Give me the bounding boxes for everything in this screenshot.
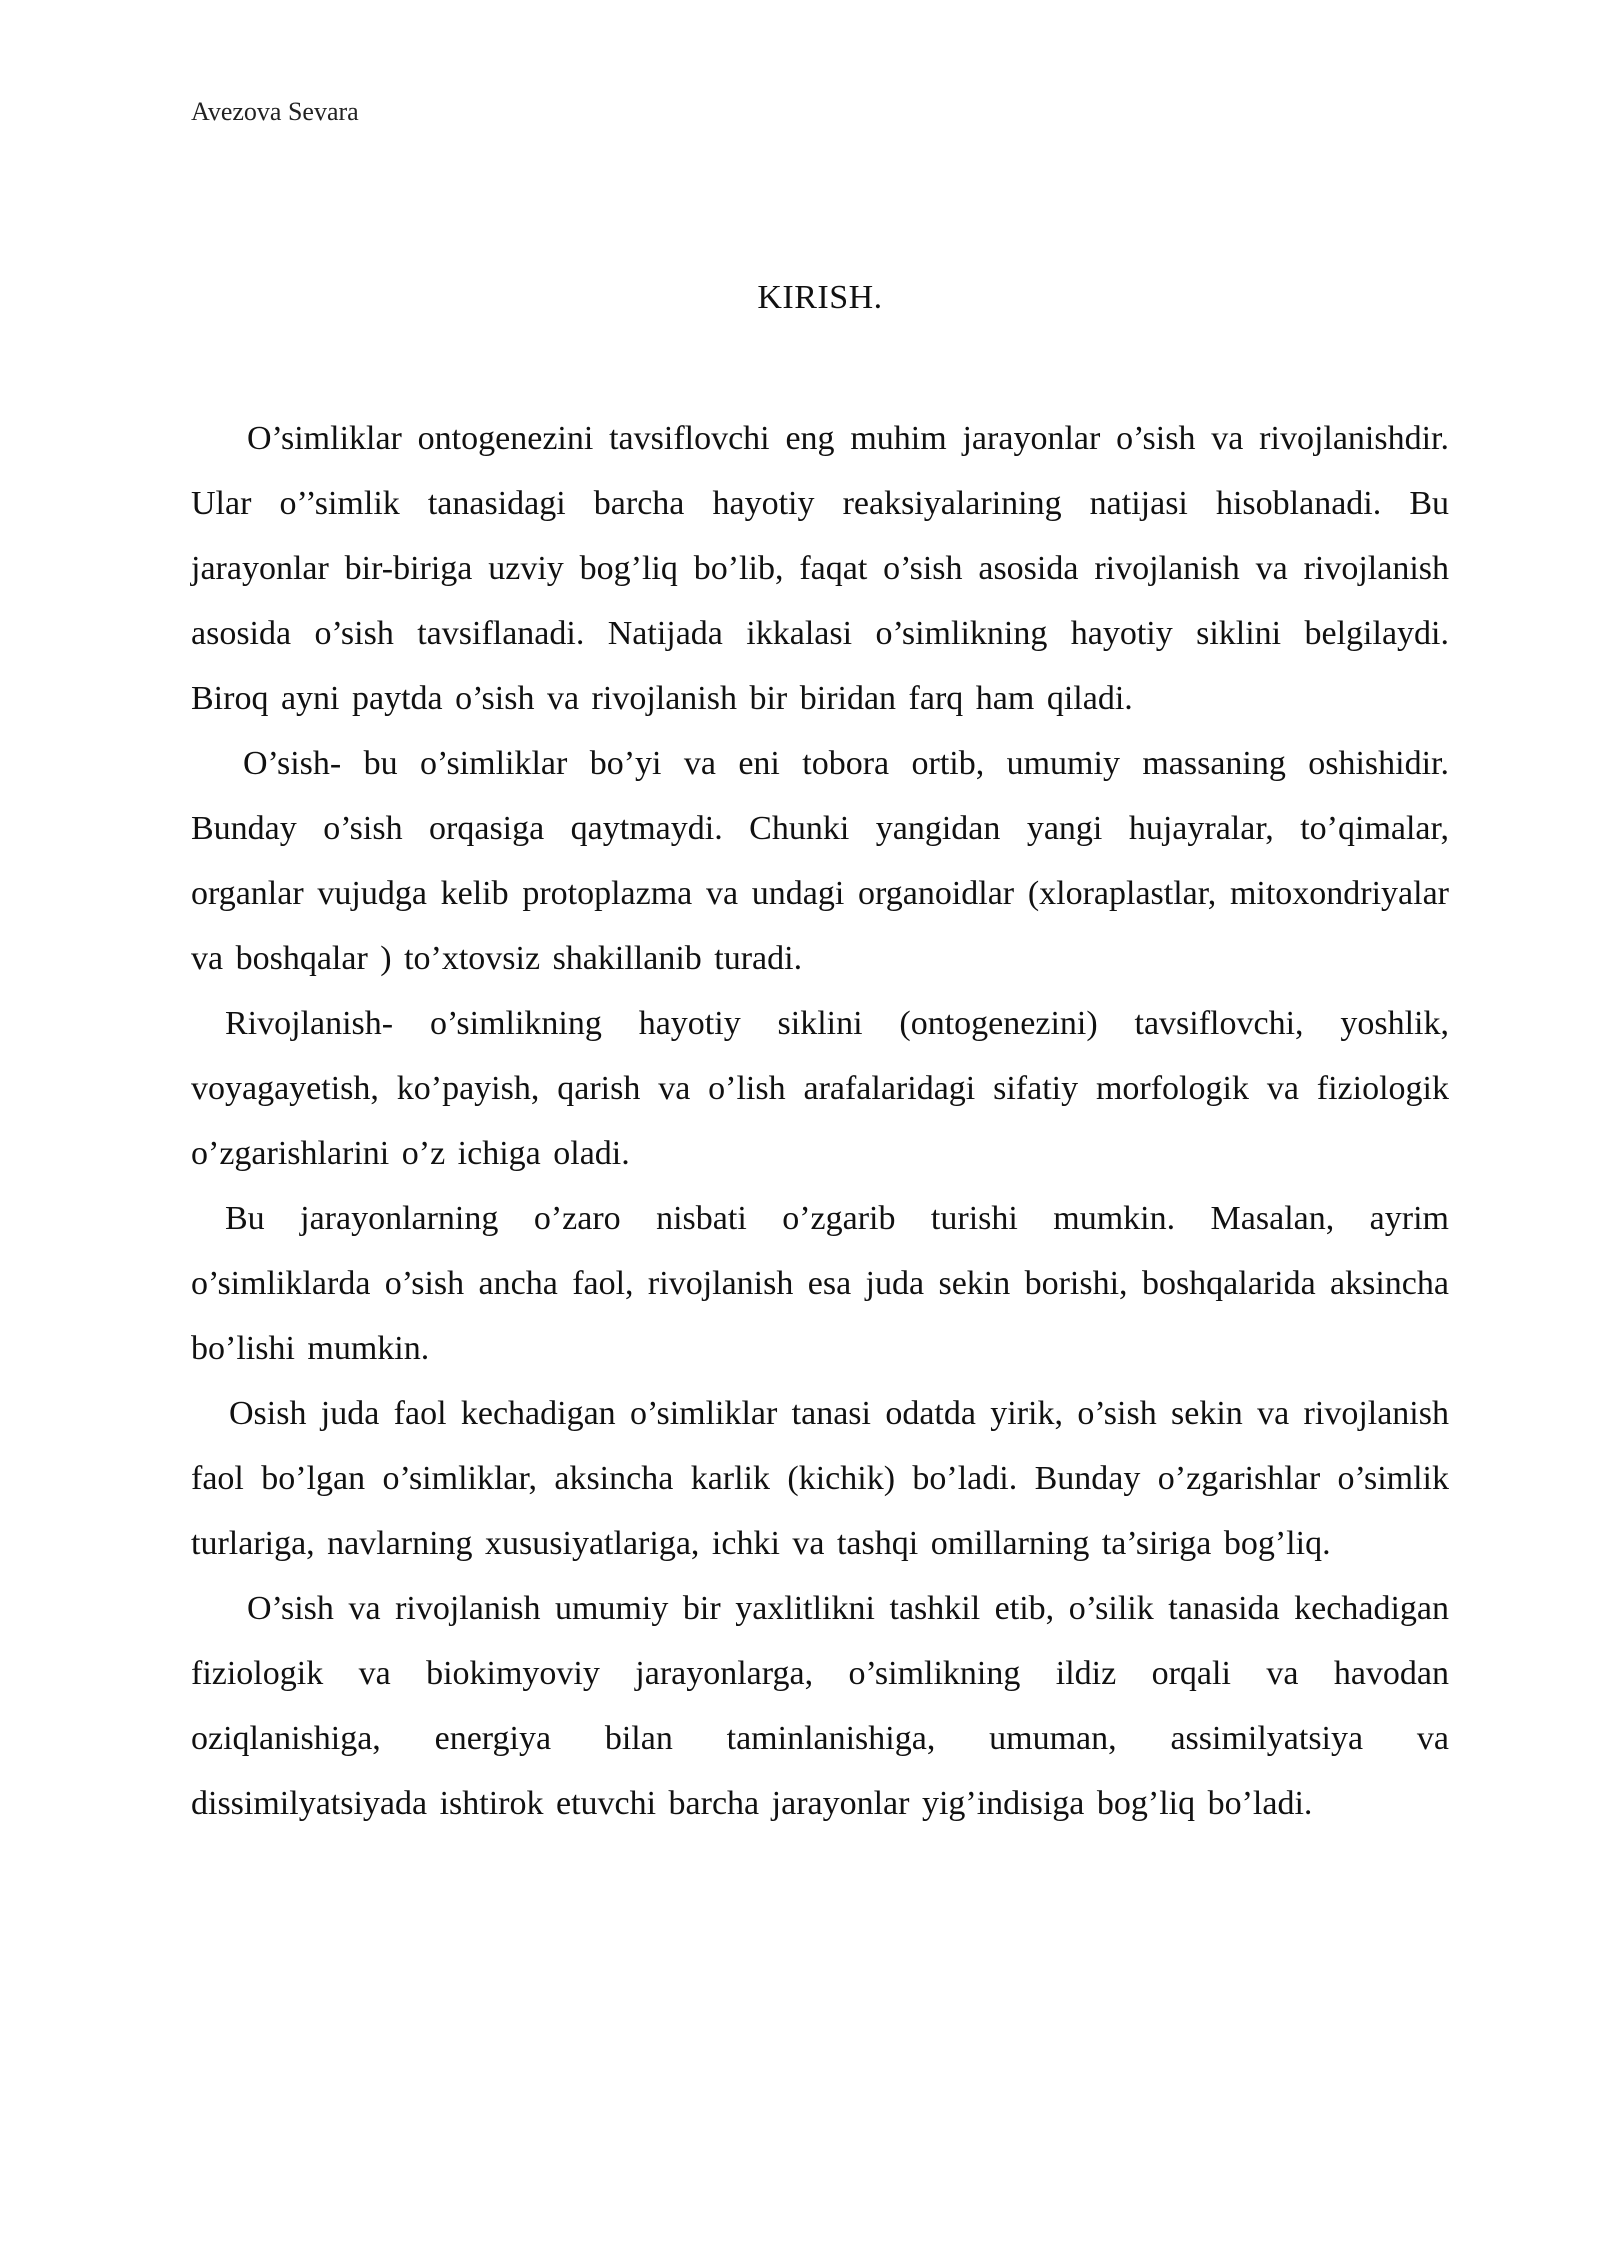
- header-author: Avezova Sevara: [191, 97, 359, 126]
- paragraph: O’simliklar ontogenezini tavsiflovchi eng muhim jarayonlar o’sish va rivojlanishdir. Ular o’’simlik tanasidagi barcha hayotiy reaksiyalarining natijasi hisoblanadi. Bu jarayonlar bir-biriga uzviy bog’liq bo’lib, faqat o’sish asosida rivojlanish va rivojlanish asosida o’sish tavsiflanadi. Natijada ikkalasi o’simlikning hayotiy siklini belgilaydi. Biroq ayni paytda o’sish va rivojlanish bir biridan farq ham qiladi.: [191, 420, 1449, 717]
- page-title: KIRISH.: [757, 279, 883, 316]
- paragraph: Bu jarayonlarning o’zaro nisbati o’zgarib turishi mumkin. Masalan, ayrim o’simliklarda o’sish ancha faol, rivojlanish esa juda sekin borishi, boshqalarida aksincha bo’lishi mumkin.: [191, 1200, 1449, 1367]
- paragraph: Rivojlanish- o’simlikning hayotiy siklini (ontogenezini) tavsiflovchi, yoshlik, voyagayetish, ko’payish, qarish va o’lish arafalaridagi sifatiy morfologik va fiziologik o’zgarishlarini o’z ichiga oladi.: [191, 1005, 1449, 1172]
- paragraph: O’sish- bu o’simliklar bo’yi va eni tobora ortib, umumiy massaning oshishidir. Bunday o’sish orqasiga qaytmaydi. Chunki yangidan yangi hujayralar, to’qimalar, organlar vujudga kelib protoplazma va undagi organoidlar (xloraplastlar, mitoxondriyalar va boshqalar ) to’xtovsiz shakillanib turadi.: [191, 745, 1449, 977]
- paragraph: O’sish va rivojlanish umumiy bir yaxlitlikni tashkil etib, o’silik tanasida kechadigan fiziologik va biokimyoviy jarayonlarga, o’simlikning ildiz orqali va havodan oziqlanishiga, energiya bilan taminlanishiga, umuman, assimilyatsiya va dissimilyatsiyada ishtirok etuvchi barcha jarayonlar yig’indisiga bog’liq bo’ladi.: [191, 1590, 1449, 1822]
- paragraph: Osish juda faol kechadigan o’simliklar tanasi odatda yirik, o’sish sekin va rivojlanish faol bo’lgan o’simliklar, aksincha karlik (kichik) bo’ladi. Bunday o’zgarishlar o’simlik turlariga, navlarning xususiyatlariga, ichki va tashqi omillarning ta’siriga bog’liq.: [191, 1395, 1449, 1562]
- document-body: [191, 406, 1449, 1836]
